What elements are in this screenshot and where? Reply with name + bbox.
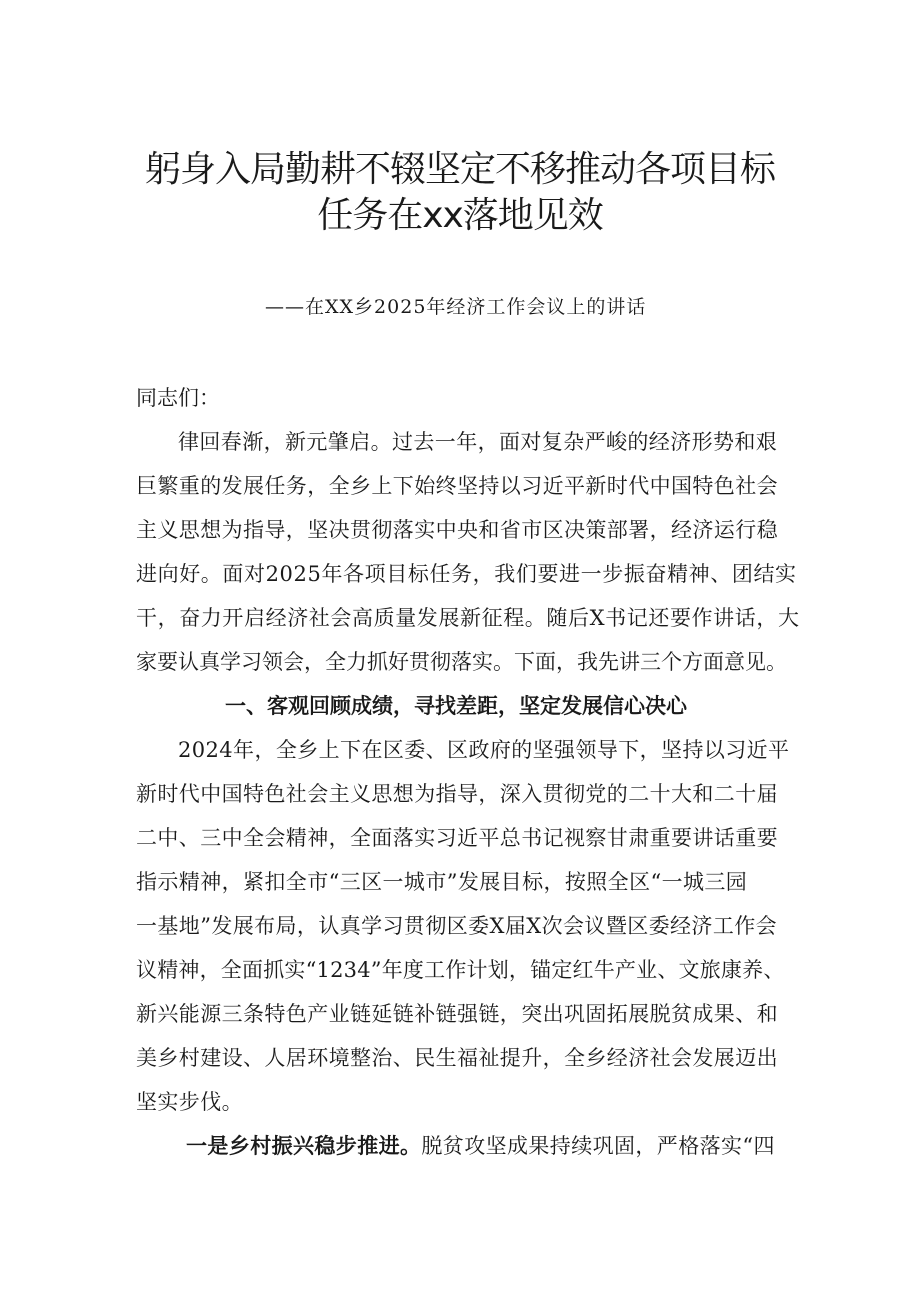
section-1-line-7: 新兴能源三条特色产业链延链补链强链，突出巩固拓展脱贫成果、和 [136, 1002, 778, 1026]
rural-revitalization-text: 脱贫攻坚成果持续巩固，严格落实“四 [421, 1134, 775, 1158]
section-1-line-4: 指示精神，紧扣全市“三区一城市”发展目标，按照全区“一城三园 [136, 870, 748, 894]
salutation: 同志们： [136, 386, 220, 410]
rural-revitalization-lead: 一是乡村振兴稳步推进。 [186, 1133, 422, 1158]
document-title-line-1: 躬身入局勤耕不辍坚定不移推动各项目标 [144, 149, 775, 190]
document-title-line-2: 任务在xx落地见效 [317, 195, 603, 236]
document-subtitle: ——在XX乡2025年经济工作会议上的讲话 [265, 296, 647, 318]
section-1-line-8: 美乡村建设、人居环境整治、民生福祉提升，全乡经济社会发展迈出 [136, 1046, 778, 1070]
section-1-line-3: 二中、三中全会精神，全面落实习近平总书记视察甘肃重要讲话重要 [136, 826, 778, 850]
intro-line-2: 巨繁重的发展任务，全乡上下始终坚持以习近平新时代中国特色社会 [136, 474, 778, 498]
section-1-line-2: 新时代中国特色社会主义思想为指导，深入贯彻党的二十大和二十届 [136, 782, 778, 806]
intro-line-6: 家要认真学习领会，全力抓好贯彻落实。下面，我先讲三个方面意见。 [136, 650, 787, 674]
intro-line-1: 律回春渐，新元肇启。过去一年，面对复杂严峻的经济形势和艰 [178, 430, 778, 454]
intro-line-3: 主义思想为指导，坚决贯彻落实中央和省市区决策部署，经济运行稳 [136, 518, 778, 542]
section-1-line-9: 坚实步伐。 [136, 1090, 243, 1114]
rural-revitalization-line [186, 1132, 775, 1160]
intro-line-5: 干，奋力开启经济社会高质量发展新征程。随后X书记还要作讲话，大 [136, 606, 800, 630]
intro-line-4: 进向好。面对2025年各项目标任务，我们要进一步振奋精神、团结实 [136, 562, 797, 586]
section-1-line-6: 议精神，全面抓实“1234”年度工作计划，锚定红牛产业、文旅康养、 [136, 958, 785, 982]
section-1-line-5: 一基地”发展布局，认真学习贯彻区委X届X次会议暨区委经济工作会 [136, 914, 778, 938]
section-1-line-1: 2024年，全乡上下在区委、区政府的坚强领导下，坚持以习近平 [178, 738, 790, 762]
section-1-heading: 一、客观回顾成绩，寻找差距，坚定发展信心决心 [225, 693, 687, 718]
